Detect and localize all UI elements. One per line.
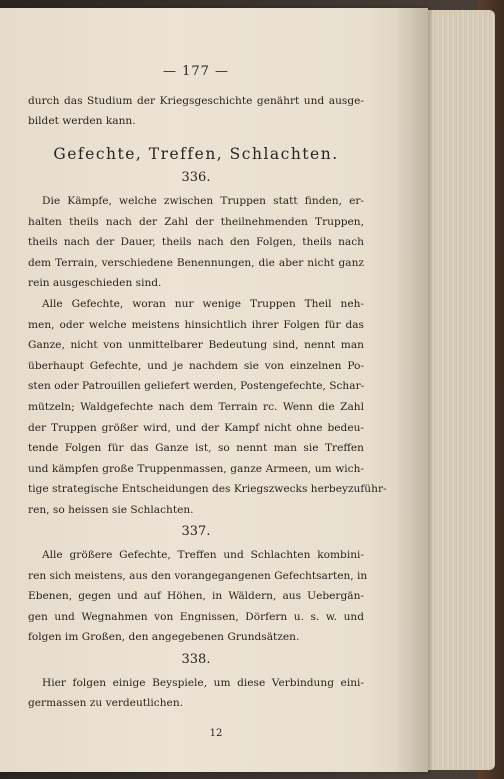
text-line: tige strategische Entscheidungen des Kriegszwecks herbeyzuführ- — [28, 483, 387, 496]
text-line: Alle Gefechte, woran nur wenige Truppen Theil neh- — [42, 297, 364, 310]
text-line: bildet werden kann. — [28, 115, 136, 128]
text-line: Ebenen, gegen und auf Höhen, in Wäldern, aus Uebergän- — [28, 590, 364, 603]
text-line: tende Folgen für das Ganze ist, so nennt man sie Treffen — [28, 442, 364, 455]
text-line: Ganze, nicht von unmittelbarer Bedeutung sind, nennt man — [28, 339, 364, 352]
text-line: rein ausgeschieden sind. — [28, 277, 162, 290]
text-line: überhaupt Gefechte, und je nachdem sie von einzelnen Po- — [28, 359, 364, 372]
text-line: dem Terrain, verschiedene Benennungen, die aber nicht ganz — [28, 256, 364, 269]
text-line: und kämpfen große Truppenmassen, ganze Armeen, um wich- — [28, 462, 364, 475]
text-line: Hier folgen einige Beyspiele, um diese Verbindung eini- — [42, 676, 364, 689]
gutter-shadow — [395, 8, 428, 772]
text-line: folgen im Großen, den angegebenen Grundsätzen. — [28, 631, 300, 644]
text-line: Die Kämpfe, welche zwischen Truppen statt finden, er- — [42, 194, 364, 207]
section-number: 336. — [181, 170, 211, 186]
running-head: — 177 — — [162, 64, 230, 79]
text-line: germassen zu verdeutlichen. — [28, 697, 184, 710]
text-line: mützeln; Waldgefechte nach dem Terrain rc. Wenn die Zahl — [28, 400, 364, 413]
section-title: Gefechte, Treffen, Schlachten. — [53, 144, 339, 163]
signature-mark: 12 — [209, 727, 223, 739]
text-line: men, oder welche meistens hinsichtlich ihrer Folgen für das — [28, 318, 364, 331]
text-line: durch das Studium der Kriegsgeschichte genährt und ausge- — [28, 94, 364, 107]
text-line: sten oder Patrouillen geliefert werden, Postengefechte, Schar- — [28, 380, 365, 393]
section-number: 337. — [181, 524, 211, 540]
text-line: halten theils nach der Zahl der theilnehmenden Truppen, — [28, 215, 364, 228]
text-line: Alle größere Gefechte, Treffen und Schlachten kombini- — [42, 549, 364, 562]
book-page — [0, 8, 428, 772]
text-line: ren, so heissen sie Schlachten. — [28, 503, 194, 516]
text-line: ren sich meistens, aus den vorangegangenen Gefechtsarten, in — [28, 569, 368, 582]
text-line: gen und Wegnahmen von Engnissen, Dörfern u. s. w. und — [28, 610, 364, 623]
text-line: theils nach der Dauer, theils nach den Folgen, theils nach — [28, 236, 364, 249]
text-line: der Truppen größer wird, und der Kampf nicht ohne bedeu- — [28, 421, 364, 434]
section-number: 338. — [181, 652, 211, 668]
page-text — [28, 62, 387, 744]
